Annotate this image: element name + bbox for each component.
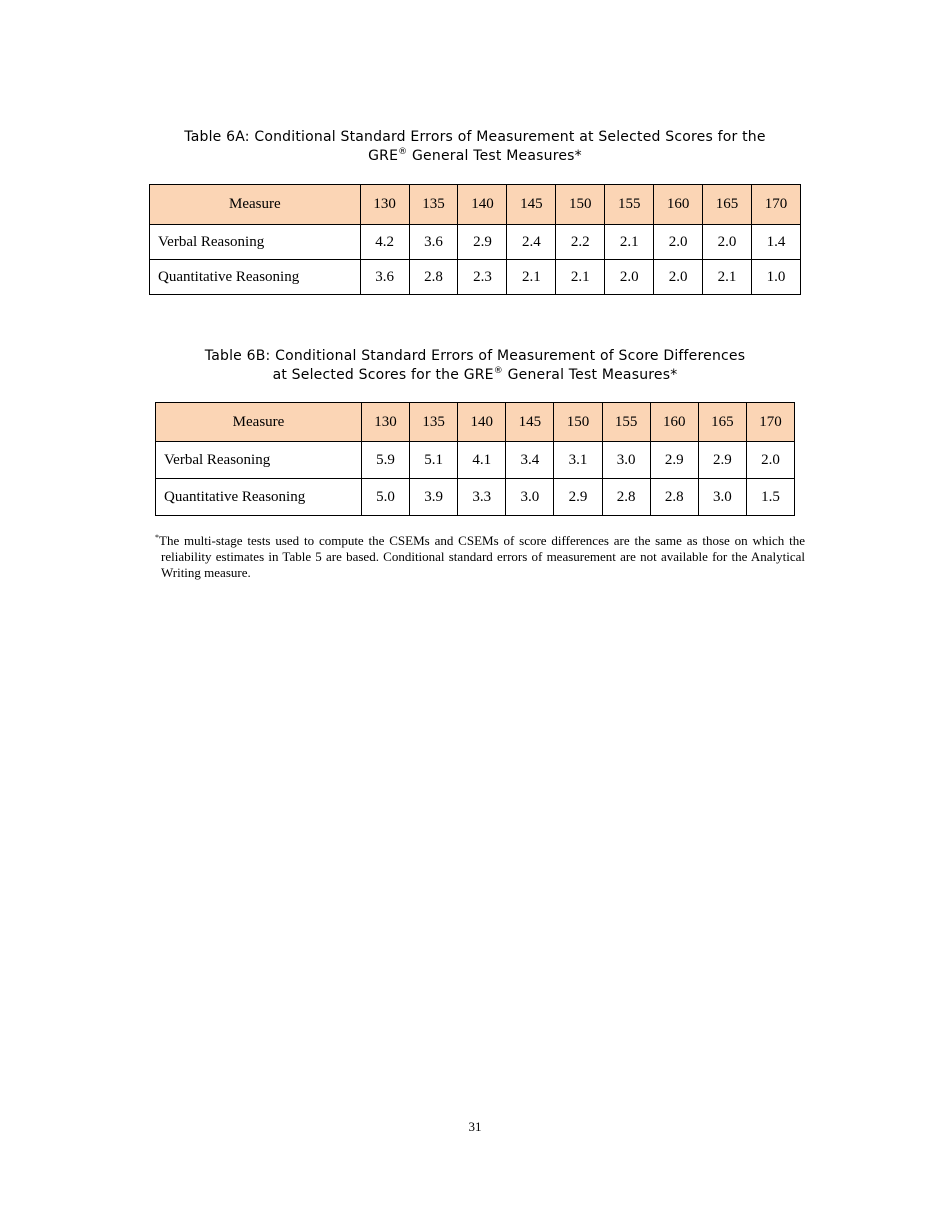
table-cell: 2.3 — [458, 260, 507, 295]
table-cell: 2.1 — [556, 260, 605, 295]
table-cell: 3.3 — [458, 479, 506, 516]
table-cell: 4.1 — [458, 442, 506, 479]
column-header: 145 — [506, 403, 554, 442]
table-cell: 3.6 — [409, 225, 458, 260]
table-cell: 2.1 — [703, 260, 752, 295]
caption-text: at Selected Scores for the GRE — [272, 367, 494, 383]
table-6a-caption-line2 — [0, 147, 950, 166]
column-header: 160 — [650, 403, 698, 442]
table-row — [156, 442, 795, 479]
table-cell: 2.9 — [698, 442, 746, 479]
table-cell: 2.0 — [746, 442, 794, 479]
table-cell: 2.4 — [507, 225, 556, 260]
column-header: 150 — [556, 185, 605, 225]
column-header: 130 — [362, 403, 410, 442]
table-6a-caption-line1: Table 6A: Conditional Standard Errors of Measurement at Selected Scores for the — [184, 129, 766, 145]
column-header: 170 — [752, 185, 801, 225]
column-header: 145 — [507, 185, 556, 225]
table-cell: 5.1 — [410, 442, 458, 479]
table-cell: 3.0 — [506, 479, 554, 516]
table-cell: 1.4 — [752, 225, 801, 260]
column-header: 155 — [602, 403, 650, 442]
table-cell: 3.1 — [554, 442, 602, 479]
column-header: 135 — [410, 403, 458, 442]
table-cell: 2.1 — [605, 225, 654, 260]
column-header: 140 — [458, 403, 506, 442]
table-6b — [155, 402, 795, 516]
table-cell: 3.9 — [410, 479, 458, 516]
footnote — [155, 533, 805, 581]
table-cell: 1.0 — [752, 260, 801, 295]
table-header-row — [150, 185, 801, 225]
column-header: 155 — [605, 185, 654, 225]
row-label: Quantitative Reasoning — [156, 479, 362, 516]
table-cell: 4.2 — [360, 225, 409, 260]
footnote-body — [155, 533, 805, 581]
caption-text: GRE — [368, 148, 399, 164]
table-header-row — [156, 403, 795, 442]
table-6b-caption-line2 — [0, 366, 950, 385]
table-cell: 3.6 — [360, 260, 409, 295]
column-header: 165 — [698, 403, 746, 442]
table-cell: 2.8 — [650, 479, 698, 516]
row-label: Quantitative Reasoning — [150, 260, 361, 295]
table-cell: 2.0 — [654, 260, 703, 295]
table-row — [150, 260, 801, 295]
table-6b-caption-line1: Table 6B: Conditional Standard Errors of Measurement of Score Differences — [204, 348, 746, 364]
table-6b-caption — [0, 347, 950, 385]
caption-text: General Test Measures* — [502, 367, 678, 383]
column-header: 140 — [458, 185, 507, 225]
table-cell: 2.1 — [507, 260, 556, 295]
table-cell: 3.0 — [602, 442, 650, 479]
table-cell: 1.5 — [746, 479, 794, 516]
table-cell: 2.8 — [409, 260, 458, 295]
page-number: 31 — [468, 1119, 482, 1134]
column-header: 135 — [409, 185, 458, 225]
column-header: Measure — [156, 403, 362, 442]
table-cell: 2.0 — [703, 225, 752, 260]
table-cell: 2.0 — [605, 260, 654, 295]
column-header: Measure — [150, 185, 361, 225]
column-header: 165 — [703, 185, 752, 225]
table-cell: 2.9 — [554, 479, 602, 516]
column-header: 170 — [746, 403, 794, 442]
registered-mark: ® — [493, 366, 503, 376]
footnote-text: The multi-stage tests used to compute the CSEMs and CSEMs of score differences are the same as those on which the reliability estimates in Table 5 are based. Conditional standard errors of measurement are not available for the Analytical Writing measure. — [159, 533, 805, 580]
table-cell: 2.8 — [602, 479, 650, 516]
caption-text: General Test Measures* — [407, 148, 582, 164]
table-6a — [149, 184, 801, 295]
table-cell: 5.9 — [362, 442, 410, 479]
table-row — [156, 479, 795, 516]
column-header: 160 — [654, 185, 703, 225]
table-cell: 3.0 — [698, 479, 746, 516]
row-label: Verbal Reasoning — [150, 225, 361, 260]
registered-mark: ® — [398, 147, 408, 157]
table-row — [150, 225, 801, 260]
table-cell: 5.0 — [362, 479, 410, 516]
table-6a-caption — [0, 128, 950, 166]
column-header: 150 — [554, 403, 602, 442]
row-label: Verbal Reasoning — [156, 442, 362, 479]
table-cell: 2.0 — [654, 225, 703, 260]
table-cell: 2.2 — [556, 225, 605, 260]
footnote-marker: * — [155, 533, 159, 542]
table-cell: 2.9 — [458, 225, 507, 260]
column-header: 130 — [360, 185, 409, 225]
table-cell: 3.4 — [506, 442, 554, 479]
table-cell: 2.9 — [650, 442, 698, 479]
